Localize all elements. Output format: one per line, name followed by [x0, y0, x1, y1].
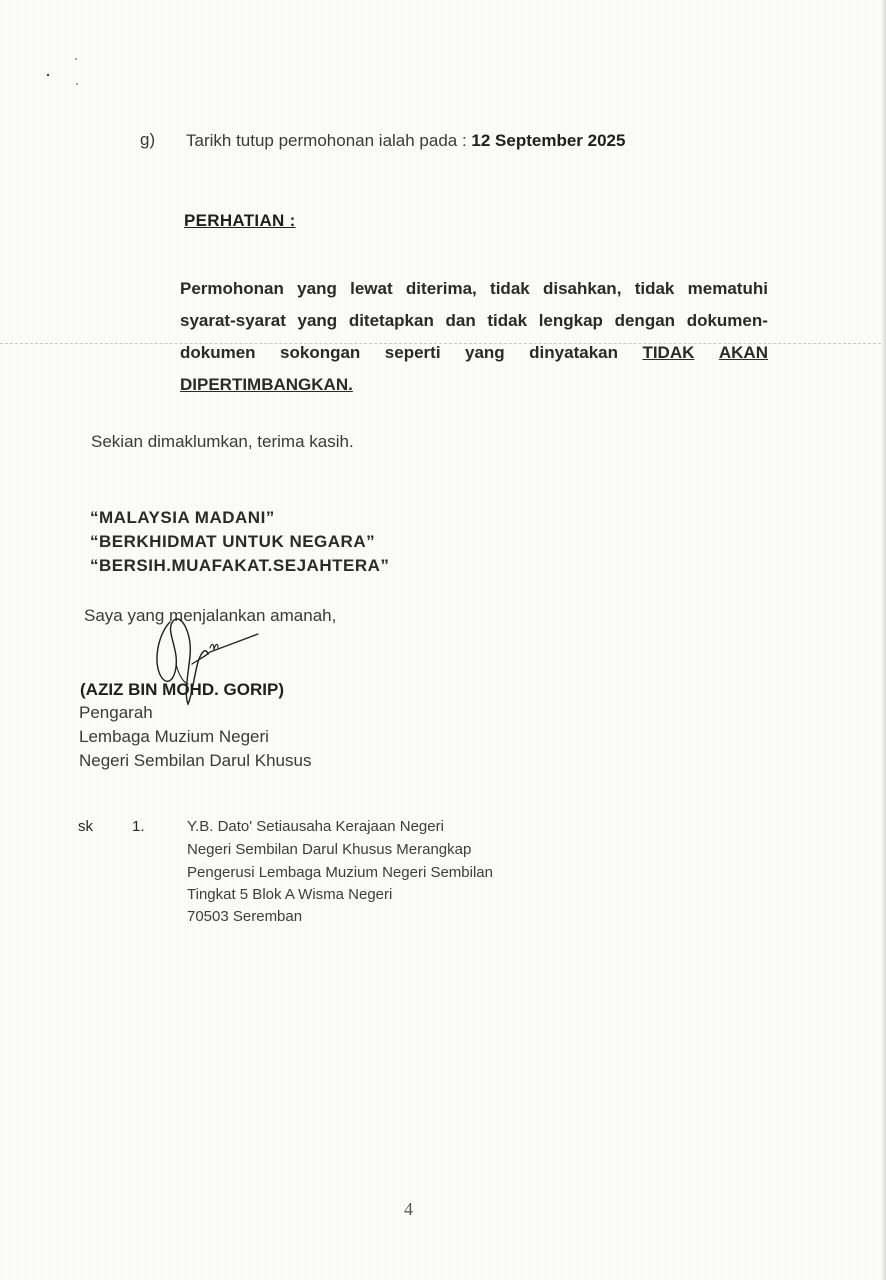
notice-paragraph — [180, 273, 768, 401]
cc-address-line: Tingkat 5 Blok A Wisma Negeri — [187, 886, 393, 903]
cc-address-line: Pengerusi Lembaga Muzium Negeri Sembilan — [187, 864, 493, 881]
slogan-2: “BERKHIDMAT UNTUK NEGARA” — [90, 532, 376, 551]
notice-word: dokumen- — [686, 311, 768, 330]
closing-date-line — [186, 131, 625, 151]
cc-address-line: Y.B. Dato' Setiausaha Kerajaan Negeri — [187, 818, 444, 835]
notice-word: yang — [297, 311, 338, 330]
notice-word: dan — [445, 311, 476, 330]
slogan-1: “MALAYSIA MADANI” — [90, 508, 275, 527]
notice-heading: PERHATIAN : — [184, 211, 296, 230]
closing-remark: Sekian dimaklumkan, terima kasih. — [91, 432, 354, 451]
notice-word: seperti — [384, 343, 441, 362]
notice-word: dinyatakan — [529, 343, 618, 362]
page-number: 4 — [404, 1199, 413, 1219]
closing-date-label: Tarikh tutup permohonan ialah pada : — [186, 131, 472, 150]
cc-label: sk — [78, 818, 93, 835]
notice-word: dokumen — [180, 343, 256, 362]
notice-line-4 — [180, 369, 768, 401]
notice-line-1 — [180, 273, 768, 305]
signatory-organization: Lembaga Muzium Negeri — [79, 727, 269, 746]
notice-word: tidak — [487, 311, 528, 330]
notice-emphasis-word: AKAN — [718, 343, 768, 362]
scan-speck-marks — [42, 55, 82, 95]
notice-word: ditetapkan — [348, 311, 434, 330]
notice-line-3 — [180, 337, 768, 369]
notice-word: diterima, — [405, 279, 477, 298]
item-marker: g) — [140, 130, 156, 149]
notice-word: lengkap — [538, 311, 603, 330]
notice-line-2 — [180, 305, 768, 337]
cc-address-line: 70503 Seremban — [187, 908, 303, 925]
notice-word: disahkan, — [543, 279, 622, 298]
notice-word: lewat — [350, 279, 393, 298]
notice-word: tidak — [490, 279, 530, 298]
notice-word: dengan — [614, 311, 676, 330]
notice-word: sokongan — [280, 343, 361, 362]
notice-emphasis-end: DIPERTIMBANGKAN. — [180, 375, 353, 394]
signatory-state: Negeri Sembilan Darul Khusus — [79, 751, 312, 770]
signatory-position: Pengarah — [79, 703, 153, 722]
cc-item-number: 1. — [132, 818, 145, 835]
page-edge-shadow — [882, 0, 886, 1280]
notice-word: tidak — [634, 279, 675, 298]
signoff-text: Saya yang menjalankan amanah, — [84, 606, 337, 625]
notice-word: syarat-syarat — [180, 311, 286, 330]
notice-word: yang — [297, 279, 337, 298]
notice-word: yang — [465, 343, 505, 362]
slogan-3: “BERSIH.MUAFAKAT.SEJAHTERA” — [90, 556, 390, 575]
signatory-name: (AZIZ BIN MOHD. GORIP) — [80, 680, 284, 699]
notice-emphasis-word: TIDAK — [642, 343, 695, 362]
notice-word: mematuhi — [687, 279, 768, 298]
closing-date-value: 12 September 2025 — [471, 131, 626, 150]
cc-address-line: Negeri Sembilan Darul Khusus Merangkap — [187, 841, 472, 858]
notice-word: Permohonan — [180, 279, 284, 298]
